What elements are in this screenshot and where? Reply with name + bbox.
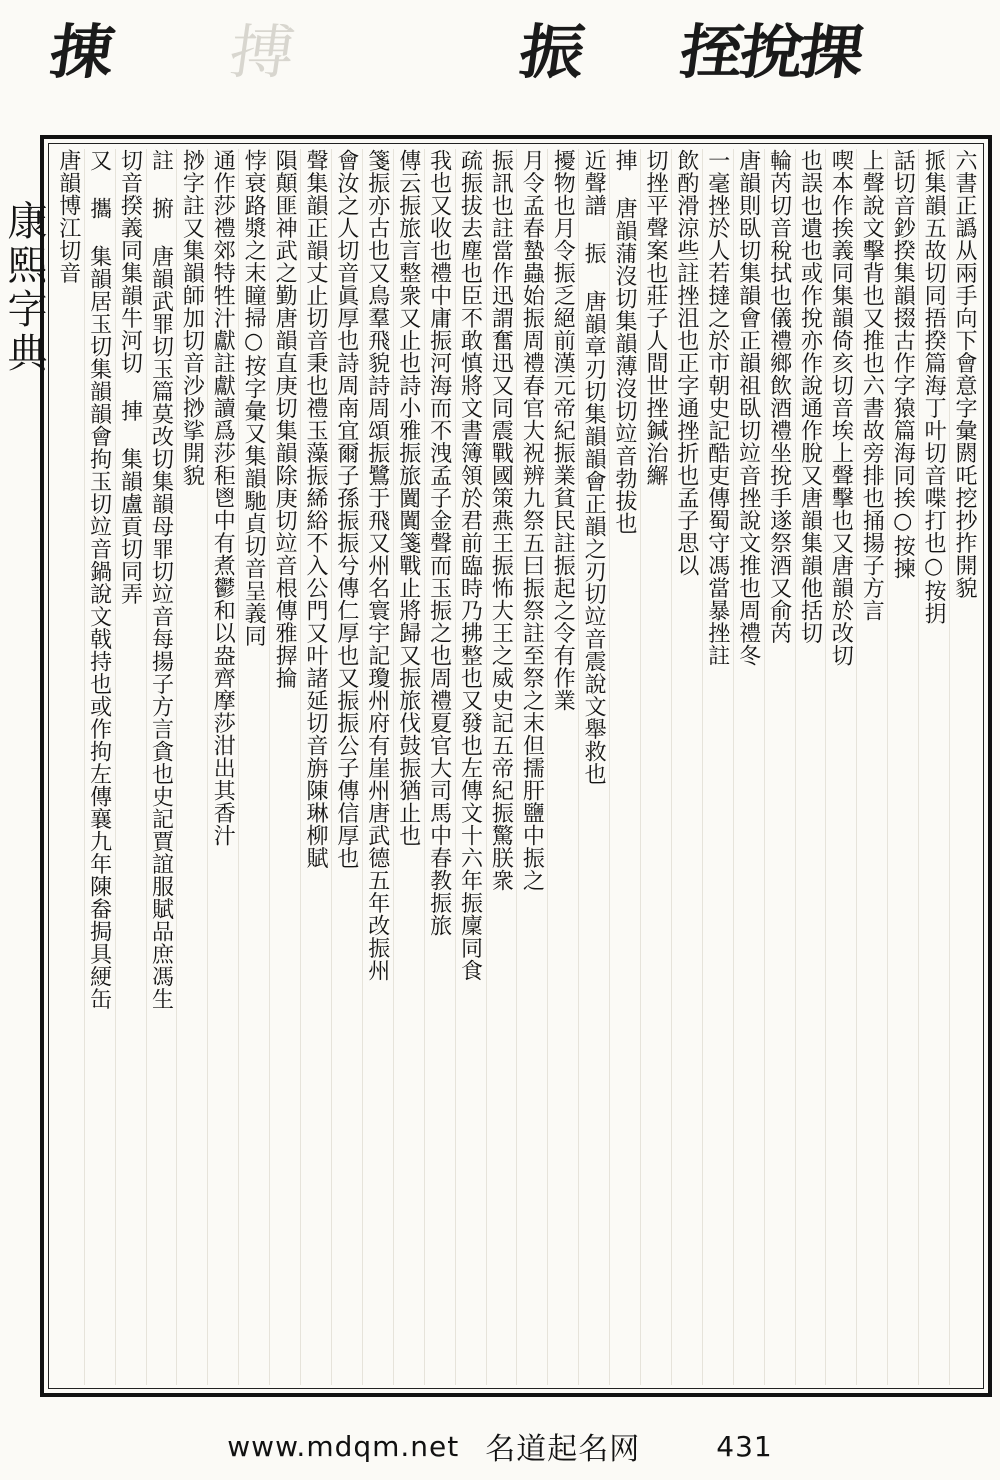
text-column: 又 攜 集韻居玉切集韻韻會拘玉切竝音鍋說文戟持也或作拘左傳襄九年陳畚挶具綆缶 <box>84 149 113 1385</box>
text-column: 通作莎禮郊特牲汁獻註獻讀爲莎秬鬯中有煮鬱和以盎齊摩莎泔出其香汁 <box>207 149 236 1385</box>
text-column: 輪芮切音稅拭也儀禮鄉飲酒禮坐挩手遂祭酒又俞芮 <box>764 149 793 1385</box>
seal-script-strip <box>0 0 1000 110</box>
text-column: 挀集韻五故切同捂揆篇海丁叶切音喋打也○按抈 <box>918 149 947 1385</box>
text-column: 捙 唐韻蒲沒切集韻薄沒切竝音勃拔也 <box>609 149 638 1385</box>
text-column: 上聲說文擊背也又推也六書故旁排也捅揚子方言 <box>856 149 885 1385</box>
text-column: 我也又收也禮中庸振河海而不洩孟子金聲而玉振之也周禮夏官大司馬中春教振旅 <box>424 149 453 1385</box>
site-url-link[interactable]: www.mdqm.net <box>227 1429 460 1463</box>
text-column: 悖衰路漿之末瞳掃○按字彙又集韻馳貞切音呈義同 <box>238 149 267 1385</box>
text-column: 箋振亦古也又鳥羣飛貌詩周頌振鷺于飛又州名寰宇記瓊州府有崖州唐武德五年改振州 <box>362 149 391 1385</box>
text-column: 六書正譌从兩手向下會意字彙閼吒挖抄拃開貌 <box>949 149 978 1385</box>
text-column: 疏振拔去塵也臣不敢慎將文書簿領於君前臨時乃拂整也又發也左傳文十六年振廩同食 <box>455 149 484 1385</box>
text-column: 振訊也註當作迅謂奮迅又同震戰國策燕王振怖大王之威史記五帝紀振驚朕衆 <box>486 149 515 1385</box>
text-column: 聲集韻正韻丈止切音秉也禮玉藻振絺綌不入公門又叶諸延切音旃陳琳柳賦 <box>300 149 329 1385</box>
text-column: 一毫挫於人若撻之於市朝史記酷吏傳蜀守馮當暴挫註 <box>702 149 731 1385</box>
text-column: 唐韻博江切音 <box>55 149 81 284</box>
dictionary-frame <box>40 135 992 1397</box>
text-column: 喫本作挨義同集韻倚亥切音埃上聲擊也又唐韻於改切 <box>825 149 854 1385</box>
text-column: 隕顛匪神武之勤唐韻直庚切集韻除庚切竝音根傳雅搱掄 <box>269 149 298 1385</box>
page-number: 431 <box>716 1429 773 1463</box>
page-footer <box>0 1412 1000 1480</box>
site-name: 名道起名网 <box>485 1432 641 1467</box>
seal-glyph: 㨂 <box>45 18 115 88</box>
text-column: 擾物也月令振乏絕前漢元帝紀振業貧民註振起之令有作業 <box>547 149 576 1385</box>
book-title: 康熙字典 <box>1 200 47 376</box>
text-column: 註 捬 唐韻武罪切玉篇莫改切集韻母罪切竝音每揚子方言貪也史記賈誼服賦品庶馮生 <box>146 149 175 1385</box>
text-column: 月令孟春蟄蟲始振周禮春官大祝辨九祭五曰振祭註至祭之末但擩肝鹽中振之 <box>516 149 545 1385</box>
text-column: 近聲譜 振 唐韻章刃切集韻韻會正韻之刃切竝音震說文舉救也 <box>578 149 607 1385</box>
text-column: 挱字註又集韻師加切音沙挱挲開貌 <box>176 149 205 1385</box>
text-column: 切音揆義同集韻牛河切 捙 集韻盧貢切同弄 <box>115 149 144 1385</box>
text-columns <box>54 149 978 1385</box>
text-column: 飲酌滑涼些註挫沮也正字通挫折也孟子思以 <box>671 149 700 1385</box>
text-column: 也誤也遺也或作挩亦作說通作脫又唐韻集韻他括切 <box>795 149 824 1385</box>
text-column: 會汝之人切音眞厚也詩周南宜爾子孫振振兮傳仁厚也又振振公子傳信厚也 <box>331 149 360 1385</box>
text-column: 唐韻則臥切集韻會正韻祖臥切竝音挫說文推也周禮冬 <box>733 149 762 1385</box>
text-column: 傳云振旅言整衆又止也詩小雅振旅闐闐箋戰止將歸又振旅伐鼓振猶止也 <box>393 149 422 1385</box>
seal-glyph-faint: 搏 <box>225 18 295 88</box>
seal-glyph: 挃挩捰 <box>675 18 865 88</box>
seal-glyph: 振 <box>515 18 585 88</box>
text-column: 切挫平聲案也莊子人間世挫鍼治繲 <box>640 149 669 1385</box>
section-label <box>0 222 2 1410</box>
text-column: 話切音鈔揆集韻掇古作字猿篇海同挨○按揀 <box>887 149 916 1385</box>
